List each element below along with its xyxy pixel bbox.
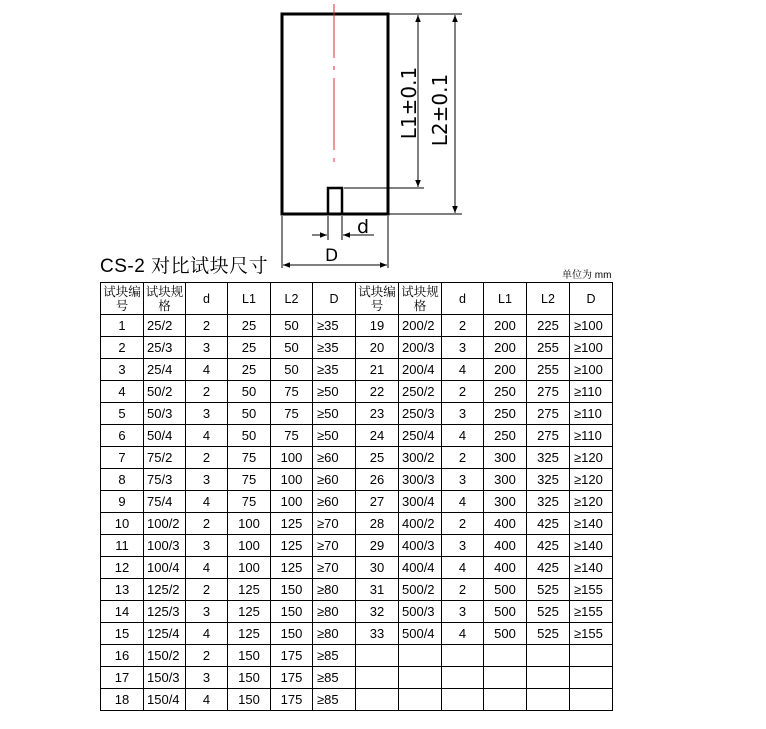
table-cell: 325 — [527, 491, 570, 513]
table-row — [101, 359, 613, 381]
table-cell: 12 — [101, 557, 144, 579]
table-cell: 425 — [527, 513, 570, 535]
table-cell: 275 — [527, 381, 570, 403]
table-cell: 525 — [527, 579, 570, 601]
table-cell: 3 — [442, 601, 484, 623]
table-row — [101, 337, 613, 359]
header-cell: 试块规格 — [144, 283, 186, 315]
table-cell: 50/4 — [144, 425, 186, 447]
table-row — [101, 315, 613, 337]
table-row — [101, 491, 613, 513]
table-cell: 275 — [527, 403, 570, 425]
table-cell: 425 — [527, 535, 570, 557]
table-cell: 4 — [442, 491, 484, 513]
table-cell: 31 — [356, 579, 399, 601]
table-cell: 200 — [484, 337, 527, 359]
table-cell: 500 — [484, 623, 527, 645]
header-cell: 试块编号 — [101, 283, 144, 315]
table-cell — [356, 645, 399, 667]
table-cell: 200 — [484, 315, 527, 337]
table-cell: 150/2 — [144, 645, 186, 667]
table-cell — [527, 667, 570, 689]
table-cell: 23 — [356, 403, 399, 425]
table-cell — [356, 689, 399, 711]
table-cell: ≥155 — [570, 601, 613, 623]
table-cell — [484, 689, 527, 711]
table-cell: 4 — [442, 359, 484, 381]
table-cell: 225 — [527, 315, 570, 337]
table-cell: 300 — [484, 491, 527, 513]
table-cell: 4 — [101, 381, 144, 403]
table-cell: 100/3 — [144, 535, 186, 557]
table-cell: 425 — [527, 557, 570, 579]
table-cell: 2 — [442, 447, 484, 469]
table-cell: 100/2 — [144, 513, 186, 535]
table-row — [101, 381, 613, 403]
table-cell: 175 — [271, 689, 313, 711]
table-cell: 50 — [228, 381, 271, 403]
table-cell: ≥70 — [313, 557, 356, 579]
table-cell: 255 — [527, 337, 570, 359]
table-cell: 300 — [484, 469, 527, 491]
table-cell: 250/4 — [399, 425, 442, 447]
table-cell: 400 — [484, 557, 527, 579]
table-cell: 4 — [186, 491, 228, 513]
table-cell: 19 — [356, 315, 399, 337]
table-cell: 500 — [484, 579, 527, 601]
table-cell: 4 — [186, 623, 228, 645]
table-cell: 100 — [271, 491, 313, 513]
table-row — [101, 623, 613, 645]
table-row — [101, 667, 613, 689]
table-cell: 150 — [271, 601, 313, 623]
table-cell: ≥120 — [570, 469, 613, 491]
table-cell: 17 — [101, 667, 144, 689]
table-cell: 4 — [442, 557, 484, 579]
table-cell: 6 — [101, 425, 144, 447]
table-cell: 4 — [442, 425, 484, 447]
table-cell: 3 — [442, 469, 484, 491]
header-cell: 试块规格 — [399, 283, 442, 315]
table-cell: 400/4 — [399, 557, 442, 579]
table-cell: 2 — [442, 381, 484, 403]
table-cell: 4 — [186, 689, 228, 711]
table-cell: 75 — [271, 425, 313, 447]
table-row — [101, 447, 613, 469]
table-cell: 27 — [356, 491, 399, 513]
table-cell: ≥85 — [313, 689, 356, 711]
table-cell: 400/2 — [399, 513, 442, 535]
table-cell: 25/4 — [144, 359, 186, 381]
table-cell: ≥110 — [570, 403, 613, 425]
table-cell: 16 — [101, 645, 144, 667]
table-cell: 14 — [101, 601, 144, 623]
table-cell: ≥70 — [313, 535, 356, 557]
table-row — [101, 513, 613, 535]
table-cell: 100/4 — [144, 557, 186, 579]
table-cell: ≥120 — [570, 491, 613, 513]
header-cell: D — [570, 283, 613, 315]
table-cell: 100 — [228, 535, 271, 557]
table-cell: ≥100 — [570, 359, 613, 381]
table-cell: 175 — [271, 645, 313, 667]
table-cell: 150 — [228, 667, 271, 689]
table-cell: 200 — [484, 359, 527, 381]
table-cell: 150/4 — [144, 689, 186, 711]
table-cell: 2 — [186, 315, 228, 337]
table-cell: 250 — [484, 425, 527, 447]
table-cell: 150 — [228, 689, 271, 711]
table-row — [101, 469, 613, 491]
table-cell: 22 — [356, 381, 399, 403]
table-cell: 250 — [484, 381, 527, 403]
table-cell: 2 — [442, 513, 484, 535]
table-row — [101, 425, 613, 447]
table-cell: ≥85 — [313, 645, 356, 667]
table-cell: ≥85 — [313, 667, 356, 689]
table-cell: 25/2 — [144, 315, 186, 337]
table-cell: ≥60 — [313, 469, 356, 491]
table-cell: 9 — [101, 491, 144, 513]
label-d-large: D — [325, 246, 339, 266]
table-cell: 18 — [101, 689, 144, 711]
table-cell — [570, 645, 613, 667]
table-cell: 4 — [442, 623, 484, 645]
table-cell: ≥50 — [313, 425, 356, 447]
table-cell: 11 — [101, 535, 144, 557]
table-cell: 75/3 — [144, 469, 186, 491]
table-cell: 75 — [228, 447, 271, 469]
flat-bottom-hole — [328, 188, 342, 214]
table-cell: 75 — [271, 403, 313, 425]
table-cell: 7 — [101, 447, 144, 469]
table-cell: 200/2 — [399, 315, 442, 337]
table-cell: 26 — [356, 469, 399, 491]
table-cell: 75 — [228, 491, 271, 513]
table-cell: 4 — [186, 557, 228, 579]
table-cell: ≥100 — [570, 315, 613, 337]
table-cell: 3 — [186, 469, 228, 491]
table-cell: 150 — [271, 579, 313, 601]
table-cell — [570, 689, 613, 711]
table-cell: 3 — [442, 535, 484, 557]
table-cell: ≥50 — [313, 403, 356, 425]
table-cell: 525 — [527, 601, 570, 623]
table-row — [101, 557, 613, 579]
table-cell: ≥100 — [570, 337, 613, 359]
table-cell: 15 — [101, 623, 144, 645]
table-cell: 300/4 — [399, 491, 442, 513]
table-cell: 200/4 — [399, 359, 442, 381]
table-cell: 125/3 — [144, 601, 186, 623]
header-cell: d — [186, 283, 228, 315]
table-cell: ≥140 — [570, 535, 613, 557]
table-cell: ≥155 — [570, 623, 613, 645]
table-cell: 125 — [228, 623, 271, 645]
table-cell — [442, 689, 484, 711]
table-row — [101, 689, 613, 711]
table-cell: 125 — [228, 601, 271, 623]
table-cell: ≥50 — [313, 381, 356, 403]
table-cell — [570, 667, 613, 689]
table-cell: 28 — [356, 513, 399, 535]
table-cell: 25 — [228, 315, 271, 337]
table-cell: 125/4 — [144, 623, 186, 645]
table-cell: 75/4 — [144, 491, 186, 513]
header-cell: L1 — [228, 283, 271, 315]
table-cell: 50 — [271, 315, 313, 337]
table-cell: 50/3 — [144, 403, 186, 425]
table-cell: 25 — [228, 337, 271, 359]
table-cell: 2 — [186, 645, 228, 667]
table-cell: 25 — [228, 359, 271, 381]
table-cell: 400 — [484, 535, 527, 557]
table-cell: 3 — [186, 403, 228, 425]
table-cell: ≥70 — [313, 513, 356, 535]
table-cell: 21 — [356, 359, 399, 381]
table-cell: 2 — [186, 513, 228, 535]
table-cell: ≥140 — [570, 557, 613, 579]
table-cell: 275 — [527, 425, 570, 447]
table-cell: 1 — [101, 315, 144, 337]
table-cell: 150 — [228, 645, 271, 667]
table-cell: 25 — [356, 447, 399, 469]
header-cell: L2 — [271, 283, 313, 315]
table-cell: 20 — [356, 337, 399, 359]
header-cell: L1 — [484, 283, 527, 315]
table-cell: 3 — [442, 403, 484, 425]
table-cell — [527, 689, 570, 711]
dimension-table — [100, 282, 613, 711]
table-cell: 50 — [228, 403, 271, 425]
table-cell: 3 — [101, 359, 144, 381]
table-cell: 100 — [271, 447, 313, 469]
table-cell: 100 — [228, 557, 271, 579]
table-cell: 75 — [271, 381, 313, 403]
table-cell: ≥35 — [313, 359, 356, 381]
table-cell: 3 — [186, 337, 228, 359]
table-cell: ≥80 — [313, 579, 356, 601]
header-cell: L2 — [527, 283, 570, 315]
table-cell: 200/3 — [399, 337, 442, 359]
table-cell: 2 — [101, 337, 144, 359]
table-cell: 125 — [271, 557, 313, 579]
table-cell: 500/2 — [399, 579, 442, 601]
table-cell: 2 — [442, 315, 484, 337]
table-cell: ≥120 — [570, 447, 613, 469]
table-cell: ≥155 — [570, 579, 613, 601]
table-cell: 300 — [484, 447, 527, 469]
block-outline — [282, 14, 388, 214]
table-row — [101, 535, 613, 557]
label-d-small: d — [357, 216, 370, 238]
table-cell: 4 — [186, 425, 228, 447]
table-cell: 2 — [186, 447, 228, 469]
table-cell — [399, 645, 442, 667]
table-row — [101, 601, 613, 623]
table-cell: 125 — [271, 535, 313, 557]
table-cell: 125 — [271, 513, 313, 535]
unit-note: 单位为 mm — [562, 270, 612, 281]
table-cell: 2 — [186, 579, 228, 601]
table-cell: 3 — [442, 337, 484, 359]
table-cell: 400 — [484, 513, 527, 535]
table-cell: 29 — [356, 535, 399, 557]
header-cell: d — [442, 283, 484, 315]
table-cell: 50 — [228, 425, 271, 447]
table-cell: 5 — [101, 403, 144, 425]
table-cell: ≥80 — [313, 601, 356, 623]
table-cell: ≥110 — [570, 381, 613, 403]
table-cell: 500 — [484, 601, 527, 623]
table-cell: 300/3 — [399, 469, 442, 491]
table-cell: 8 — [101, 469, 144, 491]
table-cell: 4 — [186, 359, 228, 381]
table-cell: 325 — [527, 469, 570, 491]
table-cell: 13 — [101, 579, 144, 601]
table-cell: 32 — [356, 601, 399, 623]
table-body — [101, 315, 613, 711]
table-header-row — [101, 283, 613, 315]
table-cell: 50/2 — [144, 381, 186, 403]
table-cell: ≥60 — [313, 447, 356, 469]
table-cell: ≥35 — [313, 337, 356, 359]
table-cell: ≥140 — [570, 513, 613, 535]
table-cell: ≥80 — [313, 623, 356, 645]
table-row — [101, 403, 613, 425]
table-cell: 33 — [356, 623, 399, 645]
table-cell: 100 — [271, 469, 313, 491]
table-cell: 525 — [527, 623, 570, 645]
table-cell: 50 — [271, 337, 313, 359]
table-cell: ≥35 — [313, 315, 356, 337]
table-cell: 3 — [186, 535, 228, 557]
table-cell: ≥110 — [570, 425, 613, 447]
table-cell: 25/3 — [144, 337, 186, 359]
table-cell — [484, 667, 527, 689]
table-cell: 75 — [228, 469, 271, 491]
table-cell — [527, 645, 570, 667]
label-l1: L1±0.1 — [397, 66, 421, 140]
table-cell: 30 — [356, 557, 399, 579]
table-cell: 300/2 — [399, 447, 442, 469]
table-cell: 100 — [228, 513, 271, 535]
table-cell: 175 — [271, 667, 313, 689]
table-cell: 24 — [356, 425, 399, 447]
table-cell: 3 — [186, 667, 228, 689]
table-cell — [399, 667, 442, 689]
table-cell: 255 — [527, 359, 570, 381]
table-cell: 2 — [186, 381, 228, 403]
header-cell: 试块编号 — [356, 283, 399, 315]
table-cell: 2 — [442, 579, 484, 601]
table-cell: 500/4 — [399, 623, 442, 645]
table-cell — [442, 645, 484, 667]
table-cell: 75/2 — [144, 447, 186, 469]
table-cell: ≥60 — [313, 491, 356, 513]
test-block-drawing — [0, 0, 766, 280]
table-cell: 250/3 — [399, 403, 442, 425]
table-cell — [356, 667, 399, 689]
table-title: CS-2 对比试块尺寸 — [100, 256, 269, 277]
header-cell: D — [313, 283, 356, 315]
table-row — [101, 579, 613, 601]
table-cell: 50 — [271, 359, 313, 381]
table-cell: 125 — [228, 579, 271, 601]
table-cell — [442, 667, 484, 689]
table-cell: 150 — [271, 623, 313, 645]
table-cell: 325 — [527, 447, 570, 469]
table-cell — [399, 689, 442, 711]
table-cell: 500/3 — [399, 601, 442, 623]
table-cell: 125/2 — [144, 579, 186, 601]
table-cell: 250/2 — [399, 381, 442, 403]
table-cell: 3 — [186, 601, 228, 623]
table-row — [101, 645, 613, 667]
table-cell: 150/3 — [144, 667, 186, 689]
table-cell: 250 — [484, 403, 527, 425]
label-l2: L2±0.1 — [428, 73, 452, 147]
table-cell — [484, 645, 527, 667]
table-cell: 10 — [101, 513, 144, 535]
table-cell: 400/3 — [399, 535, 442, 557]
